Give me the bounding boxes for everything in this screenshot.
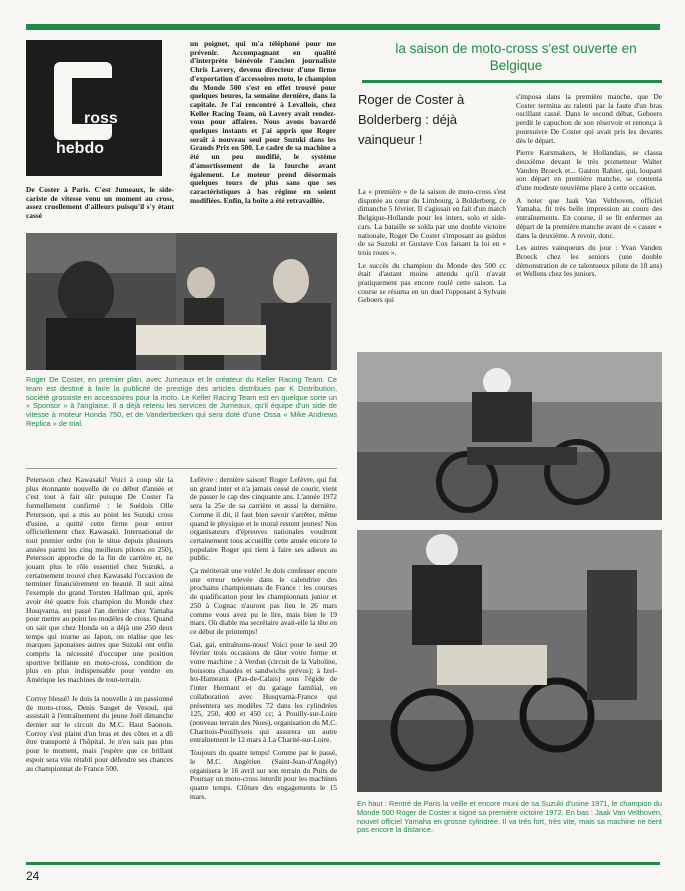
van-velthoven-race-photo xyxy=(357,530,662,792)
lefevre-paragraph: Lefèvre : dernière saison! Roger Lefèvre, qui fut un grand inter et n'a jamais cessé de courir, vient de passer le cap des cinquante ans. L'année 1972 sera la 25e de sa carrière et aussi la dernière. Comme il dit, il faut bien savoir s'arrêter, même quand le physique et le moral restent jeunes! Nos organisateurs d'épreuves nationales voudront certainement tous accueillir cette année encore le populaire Roger qui tient à faire ses adieux au public. xyxy=(190,475,337,563)
article-subhead: Roger de Coster à Bolderberg : déjà vainqueur ! xyxy=(358,92,465,147)
manche-paragraph: s'imposa dans la première manche, que De Coster termina au ralenti par la faute d'un bras oscillant cassé. Dans le second débat, Geboers perdit le capuchon de son réservoir et renonça à poursuivre De Coster qui avait pris les devants dès le départ. xyxy=(516,92,662,145)
petersson-paragraph: Petersson chez Kawasaki! Voici à coup sûr la plus étonnante nouvelle de ce début d'année et c'est tout à fait sûr puisque De Coster l'a formellement confirmé : le Suédois Olle Petersson, qui a mis au point les Suzuki cross d'usine, a quitté cette firme pour entrer officiellement chez Kawasaki. International de tout premier ordre (on le situe depuis plusieurs années parmi les cinq meilleurs pilotes en 250), Petersson approche de la fin de carrière et, ne jouant plus le rôle essentiel chez Suzuki, a certainement trouvé chez Kawasaki l'occasion de terminer financièrement en beauté. Il suit ainsi l'exemple du grand Torsten Hallman qui, après avoir été quatre fois champion du Monde chez Husqvarna, est passé l'an dernier chez Yamaha pour mettre au point les modèles de cross. Quand on sait que chez Honda on a déjà une 250 deux temps qui tourne au Japon, on réalise que les marques japonaises autres que Suzuki ont enfin compris la nécessité d'occuper une position sportive brillante en moto-cross, condition de plus en plus indispensable pour vendre en Amérique les machines de tout-terrain. xyxy=(26,475,173,685)
bottom-rule xyxy=(26,862,660,865)
race-photos-caption: En haut : Rentré de Paris la veille et encore muni de sa Suzuki d'usine 1971, le champion du Monde 500 Roger de Coster a signé sa première victoire 1972. En bas : Jaak Van Velthoven, nouvel officiel Yamaha en grosse cylindrée. Il va très fort, très vite, mais sa machine ne tient pas encore la distance. xyxy=(357,799,662,835)
succes-paragraph: Le succès du champion du Monde des 500 cc était d'autant moins attendu qu'il n'avait pratiquement pas encore roulé cette saison. La course se résuma en un duel l'opposant à Sylvain Geboers qui xyxy=(358,260,506,305)
logo-word-hebdo: hebdo xyxy=(56,140,104,157)
divider xyxy=(26,468,337,469)
keller-photo-caption: Roger De Coster, en premier plan, avec Jumeaux et le créateur du Keller Racing Team. Ce team est destiné à faire la publicité de prestige des articles distribués par K Distribution, société grossiste en accessoires pour la moto. Le Keller Racing Team est en quelque sorte un « Sponsor » à l'anglaise. Il a déjà retenu les services de Jumeaux, qu'il équipe d'un side de vitesse à moteur Honda 750, et de Vanderbecken qui sera doté d'une Ossa « Mike Andrews Replica » de trial. xyxy=(26,375,337,428)
column2-top-text: un poignet, qui m'a téléphoné pour me prévenir. Accompagnant en qualité d'interprète bénévole l'ancien journaliste Chris Lavery, devenu directeur d'une firme d'exportation d'accessoires moto, le champion du Monde 500 s'est en effet trouvé pour quelques heures, la semaine dernière, dans la capitale. Je l'ai rencontré à Levallois, chez Keller Racing Team, où Lavery avait rendez-vous pour affaires. Nous avons bavardé quelques instants et j'ai appris que Roger serait à nouveau seul pour Suzuki dans les Grands Prix en 500. Le cadre de sa machine a été un peu modifié, le système d'amortissement de la fourche avant également. Le moteur prend désormais quelques tours de plus sans que ses caractéristiques à bas régime en soient modifiées. Enfin, la boîte a été retravaillée. xyxy=(190,39,336,205)
article-headline: la saison de moto-cross s'est ouverte en Belgique xyxy=(395,41,637,73)
intro-paragraph: La « première » de la saison de moto-cross s'est disputée au cœur du Limbourg, à Bolderberg, ce dimanche 5 février. Il s'agissait en fait d'un match Belgique-Hollande pour les inters, solo et side-cars. La bataille se solda par une double victoire nationale, Roger De Coster s'imposant au guidon de sa Suzuki et Gustave Cox faisant la loi en « trois roues ». xyxy=(358,187,506,257)
de-coster-race-photo xyxy=(357,352,662,520)
logo-word-ross: ross xyxy=(84,110,118,127)
cross-hebdo-logo xyxy=(26,40,162,176)
quatre-temps-paragraph: Toujours du quatre temps! Comme par le passé, le M.C. Angérien (Saint-Jean-d'Angély) organisera le 16 avril sur son terrain du Puits de Poursay un moto-cross interdit pour les machines quatre temps. Clôture des engagements le 15 mars. xyxy=(190,748,337,801)
column3-text xyxy=(358,188,506,309)
headline-rule xyxy=(362,80,662,83)
column4-text xyxy=(516,93,662,283)
keller-team-photo xyxy=(26,233,337,370)
vainqueurs-paragraph: Les autres vainqueurs du jour : Yvan Vanden Broeck chez les seniors (une double démonstration de ce talentueux pilote de 18 ans) et Wellens chez les juniors. xyxy=(516,243,662,279)
volee-paragraph: Ça mériterait une volée! Je dois confesser encore une erreur relevée dans le calendrier des prochains championnats de France : les courses de qualification pour les championnats junior et 250 à Cognac n'auront pas lieu le 26 mars comme vous avez pu le lire, mais bien le 19 mars. Où diable ma secrétaire avait-elle la tête en ce début de printemps! xyxy=(190,566,337,636)
column1-top-text: De Coster à Paris. C'est Jumeaux, le side-cariste de vitesse venu un moment au cross, assez cruellement d'ailleurs puisqu'il s'y étant cassé xyxy=(26,185,174,221)
page-number: 24 xyxy=(26,869,40,883)
column2-bottom xyxy=(190,476,337,805)
entrainement-paragraph: Gai, gai, entraînons-nous! Voici pour le seul 20 février trois occasions de tâter votre forme et votre machine : à Verdun (circuit de la Valtoline, boissons chaudes et sandwichs prévus); à Izel-les-Hameaux (Pas-de-Calais) sous l'égide de l'inter Hermant et du garage familial, en collaboration avec Husqvarna-France qui présentera ses modèles 72 dans les cylindrées 125, 250, 400 et 450 cc; à Pouilly-sur-Loire (nouveau terrain des Nues), organisation du M.C. Charitois-Pouillysois qui assurera un autre entraînement le 12 mars à La Charité-sur-Loire. xyxy=(190,639,337,745)
velthoven-paragraph: A noter que Jaak Van Velthoven, officiel Yamaha, fit très belle impression au cours des entraînements. En course, il se fit enfermer au départ de la première manche avant de « casser » dans la deuxième. A revoir, donc. xyxy=(516,195,662,240)
karsmakers-paragraph: Pierre Karsmakers, le Hollandais, se classa deuxième devant le très prometteur Walter Vanden Broeck et... Gaston Rahier, qui, loupant son départ en première manche, se contenta d'une modeste neuvième place à cette occasion. xyxy=(516,148,662,193)
column1-bottom xyxy=(26,476,173,777)
corroy-paragraph: Corroy blessé! Je dois la nouvelle à un passionné de moto-cross, Denis Sauget de Vesoul, qui assistait à l'entraînement du jeune Joël dimanche dernier sur le circuit du M.C. Haut Saonois. Corroy s'est plaint d'un bras et des côtes et a dû être transporté à l'hôpital. Je n'en sais pas plus pour le moment, mais j'espère que ce brillant espoir sera vite rétabli pour défendre ses chances au championnat de France 500. xyxy=(26,693,173,773)
top-rule xyxy=(26,24,660,30)
